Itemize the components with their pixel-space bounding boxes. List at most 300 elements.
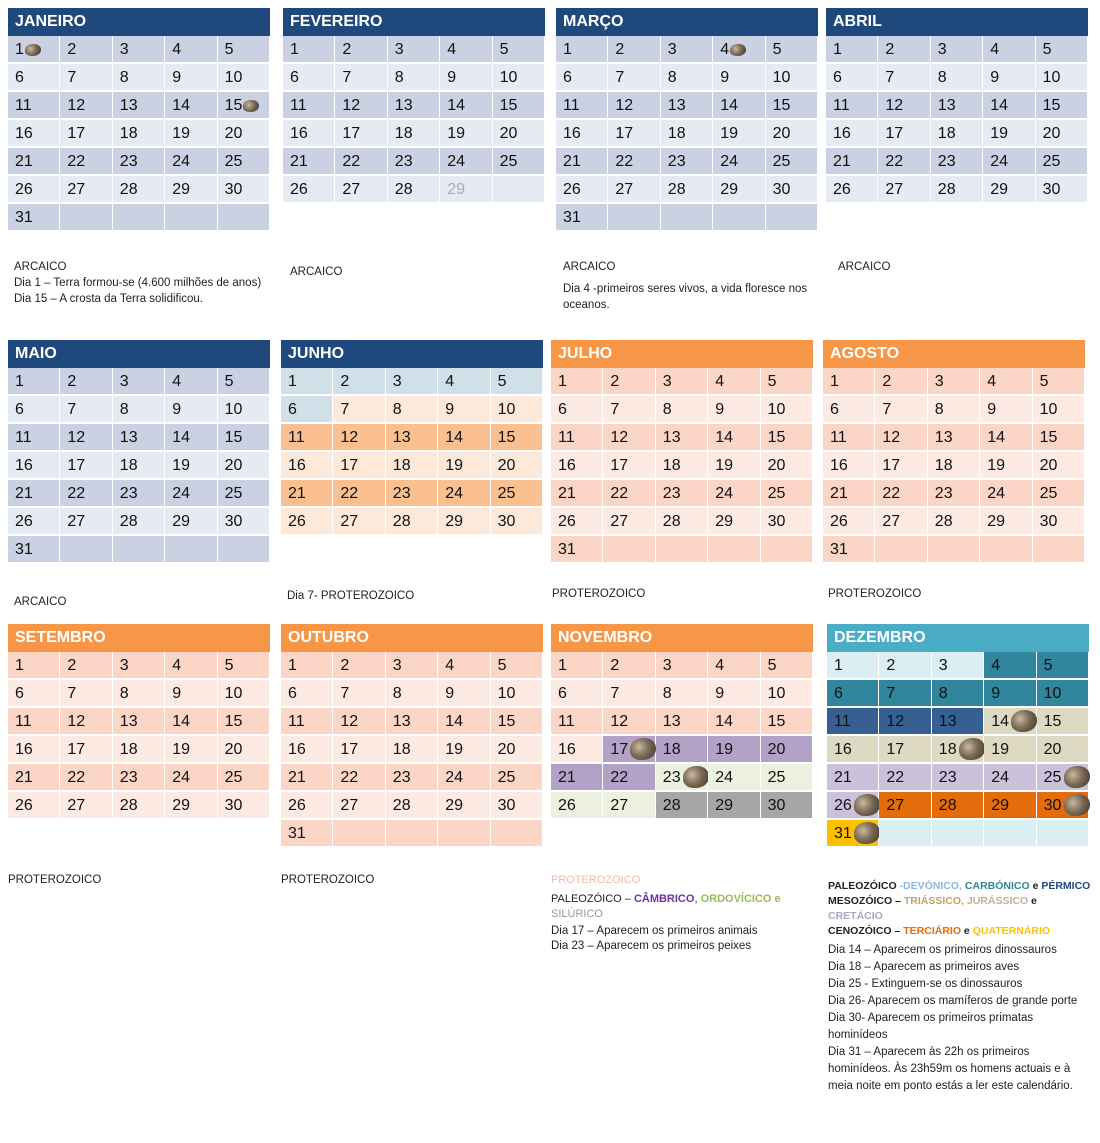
empty-cell: [984, 820, 1036, 848]
day-cell: 27: [603, 792, 655, 820]
day-cell: 29: [980, 508, 1032, 536]
day-cell: 13: [931, 92, 983, 120]
day-cell: 12: [879, 708, 931, 736]
day-cell: 2: [603, 368, 655, 396]
day-cell: 15: [766, 92, 818, 120]
day-cell: 3: [113, 368, 165, 396]
empty-cell: [386, 820, 438, 848]
empty-cell: [113, 536, 165, 564]
day-cell: 11: [823, 424, 875, 452]
day-cell: 5: [493, 36, 545, 64]
day-cell: 8: [932, 680, 984, 708]
day-cell: 20: [1033, 452, 1085, 480]
day-cell: 12: [60, 424, 112, 452]
day-cell: 3: [656, 652, 708, 680]
month-title: JUNHO: [281, 340, 543, 368]
day-cell: 7: [60, 396, 112, 424]
day-cell: 14: [165, 708, 217, 736]
empty-cell: [708, 536, 760, 564]
day-cell: 11: [551, 708, 603, 736]
day-cell: 2: [879, 652, 931, 680]
day-cell: 21: [281, 480, 333, 508]
day-cell: 24: [983, 148, 1035, 176]
day-cell: 2: [878, 36, 930, 64]
day-cell: 14: [165, 424, 217, 452]
empty-cell: [980, 536, 1032, 564]
day-cell: 11: [826, 92, 878, 120]
day-cell: 23: [656, 764, 708, 792]
day-cell: 23: [386, 480, 438, 508]
day-cell: 16: [551, 736, 603, 764]
month-title: MAIO: [8, 340, 270, 368]
day-cell: 28: [113, 508, 165, 536]
day-cell: 22: [875, 480, 927, 508]
day-cell: 27: [335, 176, 387, 204]
day-cell: 15: [1036, 92, 1088, 120]
day-cell: 14: [983, 92, 1035, 120]
day-cell: 10: [761, 680, 813, 708]
note-fevereiro: ARCAICO: [290, 266, 343, 278]
day-cell: 28: [388, 176, 440, 204]
day-cell: 20: [761, 736, 813, 764]
empty-cell: [875, 536, 927, 564]
empty-cell: [60, 204, 112, 232]
day-cell: 3: [928, 368, 980, 396]
day-cell: 5: [1037, 652, 1089, 680]
month-title: JULHO: [551, 340, 813, 368]
day-cell: 2: [60, 368, 112, 396]
day-cell: 3: [113, 36, 165, 64]
day-cell: 7: [60, 680, 112, 708]
day-cell: 2: [875, 368, 927, 396]
day-cell: 19: [713, 120, 765, 148]
day-cell: 21: [283, 148, 335, 176]
day-cell: 3: [386, 368, 438, 396]
empty-cell: [1033, 536, 1085, 564]
day-cell: 5: [761, 368, 813, 396]
day-cell: 8: [656, 680, 708, 708]
empty-cell: [1037, 820, 1089, 848]
day-cell: 27: [875, 508, 927, 536]
day-cell: 29: [708, 792, 760, 820]
empty-cell: [661, 204, 713, 232]
day-cell: 25: [493, 148, 545, 176]
day-cell: 24: [438, 480, 490, 508]
day-cell: 29: [165, 176, 217, 204]
day-cell: 4: [984, 652, 1036, 680]
day-cell: 7: [333, 396, 385, 424]
day-cell: 13: [113, 92, 165, 120]
day-cell: 22: [60, 480, 112, 508]
note-junho: Dia 7- PROTEROZOICO: [287, 590, 415, 602]
day-cell: 2: [333, 368, 385, 396]
day-cell: 9: [708, 396, 760, 424]
day-cell: 21: [281, 764, 333, 792]
day-cell: 14: [438, 424, 490, 452]
day-cell: 10: [218, 396, 270, 424]
day-cell: 30: [1036, 176, 1088, 204]
day-cell: 28: [931, 176, 983, 204]
day-cell: 21: [826, 148, 878, 176]
note-dezembro: PALEOZÓICO -DEVÓNICO, CARBÓNICO e PÉRMICO MESOZÓICO – TRIÁSSICO, JURÁSSICO e CRETÁCIO CENOZÓICO – TERCIÁRIO e QUATERNÁRIO: [828, 880, 1091, 937]
day-cell: 16: [826, 120, 878, 148]
day-cell: 5: [1033, 368, 1085, 396]
day-cell: 3: [661, 36, 713, 64]
day-cell: 9: [984, 680, 1036, 708]
day-cell: 30: [766, 176, 818, 204]
day-cell: 6: [823, 396, 875, 424]
day-cell: 11: [281, 708, 333, 736]
day-cell: 26: [8, 792, 60, 820]
day-cell: 14: [165, 92, 217, 120]
day-cell: 18: [388, 120, 440, 148]
month-title: AGOSTO: [823, 340, 1085, 368]
day-cell: 28: [386, 792, 438, 820]
day-cell: 20: [491, 452, 543, 480]
day-cell: 13: [656, 708, 708, 736]
day-cell: 9: [165, 680, 217, 708]
day-cell: 23: [113, 764, 165, 792]
month-title: ABRIL: [826, 8, 1088, 36]
day-cell: 28: [113, 176, 165, 204]
day-cell: 12: [60, 92, 112, 120]
day-cell: 11: [281, 424, 333, 452]
day-cell: 6: [281, 396, 333, 424]
day-cell: 27: [878, 176, 930, 204]
day-cell: 26: [551, 792, 603, 820]
fossil-icon: [1064, 794, 1090, 816]
day-cell: 12: [603, 708, 655, 736]
day-cell: 28: [928, 508, 980, 536]
day-cell: 24: [708, 480, 760, 508]
day-cell: 1: [827, 652, 879, 680]
day-cell: 25: [761, 480, 813, 508]
day-cell: 30: [218, 792, 270, 820]
day-cell: 1: [8, 652, 60, 680]
day-cell: 5: [761, 652, 813, 680]
day-cell: 5: [491, 368, 543, 396]
month-title: DEZEMBRO: [827, 624, 1089, 652]
day-cell: 22: [608, 148, 660, 176]
day-cell: 22: [333, 480, 385, 508]
day-cell: 12: [60, 708, 112, 736]
day-cell: 22: [603, 764, 655, 792]
day-cell: 5: [218, 368, 270, 396]
day-cell: 1: [556, 36, 608, 64]
day-cell: 22: [879, 764, 931, 792]
empty-cell: [656, 536, 708, 564]
day-cell: 27: [333, 792, 385, 820]
day-cell: 7: [875, 396, 927, 424]
day-cell: 15: [491, 708, 543, 736]
day-cell: 9: [713, 64, 765, 92]
note-julho: PROTEROZOICO: [552, 588, 646, 600]
day-cell: 7: [603, 680, 655, 708]
day-cell: 19: [708, 452, 760, 480]
day-cell: 31: [8, 536, 60, 564]
fossil-icon: [730, 44, 746, 56]
fossil-icon: [854, 822, 880, 844]
day-cell: 25: [1036, 148, 1088, 176]
day-cell: 15: [493, 92, 545, 120]
day-cell: 31: [8, 204, 60, 232]
day-cell: 18: [113, 452, 165, 480]
day-cell: 29: [708, 508, 760, 536]
day-cell: 10: [761, 396, 813, 424]
day-cell: 15: [218, 424, 270, 452]
day-cell: 8: [656, 396, 708, 424]
day-cell: 30: [761, 508, 813, 536]
day-cell: 23: [113, 148, 165, 176]
day-cell: 23: [388, 148, 440, 176]
day-cell: 23: [656, 480, 708, 508]
day-cell: 17: [60, 120, 112, 148]
day-cell: 2: [608, 36, 660, 64]
day-cell: 26: [827, 792, 879, 820]
day-cell: 27: [879, 792, 931, 820]
day-cell: 1: [8, 36, 60, 64]
month-marco: [556, 8, 818, 232]
day-cell: 2: [603, 652, 655, 680]
day-cell: 14: [980, 424, 1032, 452]
day-cell: 20: [1037, 736, 1089, 764]
empty-cell: [493, 176, 545, 204]
empty-cell: [113, 204, 165, 232]
day-cell: 20: [761, 452, 813, 480]
empty-cell: [761, 536, 813, 564]
day-cell: 17: [879, 736, 931, 764]
month-agosto: [823, 340, 1085, 564]
day-cell: 19: [165, 736, 217, 764]
month-title: FEVEREIRO: [283, 8, 545, 36]
day-cell: 27: [60, 176, 112, 204]
fossil-icon: [959, 738, 985, 760]
day-cell: 24: [165, 480, 217, 508]
day-cell: 16: [827, 736, 879, 764]
day-cell: 11: [8, 92, 60, 120]
day-cell: 5: [491, 652, 543, 680]
day-cell: 1: [823, 368, 875, 396]
day-cell: 3: [113, 652, 165, 680]
day-cell: 22: [60, 764, 112, 792]
day-cell: 15: [491, 424, 543, 452]
day-cell: 20: [766, 120, 818, 148]
day-cell: 20: [1036, 120, 1088, 148]
day-cell: 17: [608, 120, 660, 148]
day-cell: 21: [827, 764, 879, 792]
day-cell: 26: [8, 176, 60, 204]
empty-cell: [165, 204, 217, 232]
day-cell: 3: [656, 368, 708, 396]
empty-cell: [333, 820, 385, 848]
day-cell: 4: [165, 652, 217, 680]
day-cell: 15: [1033, 424, 1085, 452]
day-cell: 21: [8, 480, 60, 508]
day-cell: 27: [603, 508, 655, 536]
day-cell: 9: [438, 680, 490, 708]
day-cell: 13: [661, 92, 713, 120]
day-cell: 29: [165, 508, 217, 536]
day-cell: 17: [60, 736, 112, 764]
day-cell: 26: [283, 176, 335, 204]
day-cell: 27: [60, 792, 112, 820]
day-cell: 2: [60, 652, 112, 680]
note-janeiro: ARCAICO Dia 1 – Terra formou-se (4.600 milhões de anos) Dia 15 – A crosta da Terra solidificou.: [14, 261, 262, 305]
day-cell: 9: [165, 64, 217, 92]
day-cell: 12: [603, 424, 655, 452]
day-cell: 30: [491, 508, 543, 536]
day-cell: 6: [281, 680, 333, 708]
day-cell: 19: [440, 120, 492, 148]
day-cell: 30: [1033, 508, 1085, 536]
day-cell: 2: [60, 36, 112, 64]
day-cell: 24: [440, 148, 492, 176]
month-fevereiro: [283, 8, 545, 204]
note-marco: ARCAICO Dia 4 -primeiros seres vivos, a vida floresce nos oceanos.: [563, 261, 808, 311]
day-cell: 19: [984, 736, 1036, 764]
day-cell: 24: [438, 764, 490, 792]
day-cell: 14: [438, 708, 490, 736]
day-cell: 1: [8, 368, 60, 396]
day-cell: 6: [551, 396, 603, 424]
day-cell: 30: [1037, 792, 1089, 820]
day-cell: 22: [335, 148, 387, 176]
note-dezembro-events: Dia 14 – Aparecem os primeiros dinossauros Dia 18 – Aparecem as primeiros aves Dia 25 - Extinguem-se os dinossauros Dia 26- Aparecem os mamíferos de grande porte Dia 30- Aparecem os primeiros primatas hominídeos Dia 31 – Aparecem às 22h os primeiros hominídeos. Às 23h59m os homens actuais e à meia noite em ponto estás a ler este calendário.: [828, 944, 1078, 1092]
day-cell: 14: [984, 708, 1036, 736]
day-cell: 25: [761, 764, 813, 792]
day-cell: 9: [438, 396, 490, 424]
day-cell: 4: [440, 36, 492, 64]
day-cell: 26: [281, 508, 333, 536]
day-cell: 1: [551, 652, 603, 680]
day-cell: 2: [335, 36, 387, 64]
month-dezembro: [827, 624, 1089, 848]
day-cell: 8: [113, 396, 165, 424]
day-cell: 16: [551, 452, 603, 480]
day-cell: 9: [165, 396, 217, 424]
day-cell: 18: [113, 736, 165, 764]
day-cell: 19: [438, 452, 490, 480]
day-cell: 18: [931, 120, 983, 148]
day-cell: 25: [218, 148, 270, 176]
day-cell: 26: [823, 508, 875, 536]
day-cell: 23: [113, 480, 165, 508]
day-cell: 21: [8, 148, 60, 176]
day-cell: 26: [556, 176, 608, 204]
day-cell: 20: [218, 736, 270, 764]
day-cell: 23: [661, 148, 713, 176]
day-cell: 4: [708, 368, 760, 396]
day-cell: 27: [60, 508, 112, 536]
day-cell: 24: [713, 148, 765, 176]
day-cell: 17: [333, 736, 385, 764]
empty-cell: [438, 820, 490, 848]
day-cell: 12: [333, 424, 385, 452]
day-cell: 29: [983, 176, 1035, 204]
empty-cell: [218, 204, 270, 232]
day-cell: 15: [761, 708, 813, 736]
day-cell: 14: [708, 424, 760, 452]
empty-cell: [603, 536, 655, 564]
day-cell: 22: [60, 148, 112, 176]
day-cell: 18: [386, 736, 438, 764]
day-cell: 25: [218, 764, 270, 792]
day-cell: 18: [661, 120, 713, 148]
day-cell: 17: [875, 452, 927, 480]
day-cell: 17: [333, 452, 385, 480]
day-cell: 6: [827, 680, 879, 708]
day-cell: 31: [556, 204, 608, 232]
day-cell: 28: [932, 792, 984, 820]
day-cell: 8: [386, 396, 438, 424]
empty-cell: [766, 204, 818, 232]
day-cell: 31: [823, 536, 875, 564]
day-cell: 13: [386, 708, 438, 736]
day-cell: 30: [218, 508, 270, 536]
day-cell: 26: [551, 508, 603, 536]
day-cell: 5: [218, 652, 270, 680]
day-cell: 5: [1036, 36, 1088, 64]
day-cell: 24: [984, 764, 1036, 792]
day-cell: 7: [335, 64, 387, 92]
day-cell: 30: [761, 792, 813, 820]
day-cell: 24: [165, 148, 217, 176]
day-cell: 16: [281, 452, 333, 480]
day-cell: 19: [438, 736, 490, 764]
day-cell: 16: [8, 120, 60, 148]
day-cell: 8: [113, 680, 165, 708]
day-cell: 10: [1037, 680, 1089, 708]
day-cell: 25: [491, 764, 543, 792]
day-cell: 9: [980, 396, 1032, 424]
day-cell: 6: [283, 64, 335, 92]
day-cell: 28: [656, 508, 708, 536]
day-cell: 13: [388, 92, 440, 120]
day-cell: 10: [218, 64, 270, 92]
fossil-icon: [1011, 710, 1037, 732]
day-cell: 19: [165, 120, 217, 148]
day-cell: 11: [8, 708, 60, 736]
note-agosto: PROTEROZOICO: [828, 588, 922, 600]
note-abril: ARCAICO: [838, 261, 891, 273]
day-cell: 31: [827, 820, 879, 848]
day-cell: 20: [218, 452, 270, 480]
day-cell: 8: [931, 64, 983, 92]
empty-cell: [932, 820, 984, 848]
month-maio: [8, 340, 270, 564]
day-cell: 1: [281, 652, 333, 680]
day-cell: 7: [603, 396, 655, 424]
day-cell: 15: [761, 424, 813, 452]
empty-cell: [928, 536, 980, 564]
day-cell: 8: [388, 64, 440, 92]
day-cell: 28: [656, 792, 708, 820]
day-cell: 15: [1037, 708, 1089, 736]
day-cell: 3: [931, 36, 983, 64]
day-cell: 7: [333, 680, 385, 708]
day-cell: 12: [875, 424, 927, 452]
day-cell: 19: [708, 736, 760, 764]
day-cell: 7: [608, 64, 660, 92]
day-cell: 20: [491, 736, 543, 764]
month-novembro: [551, 624, 813, 820]
day-cell: 12: [608, 92, 660, 120]
day-cell: 26: [8, 508, 60, 536]
day-cell: 18: [113, 120, 165, 148]
day-cell: 21: [551, 480, 603, 508]
day-cell: 15: [218, 708, 270, 736]
day-cell: 28: [386, 508, 438, 536]
